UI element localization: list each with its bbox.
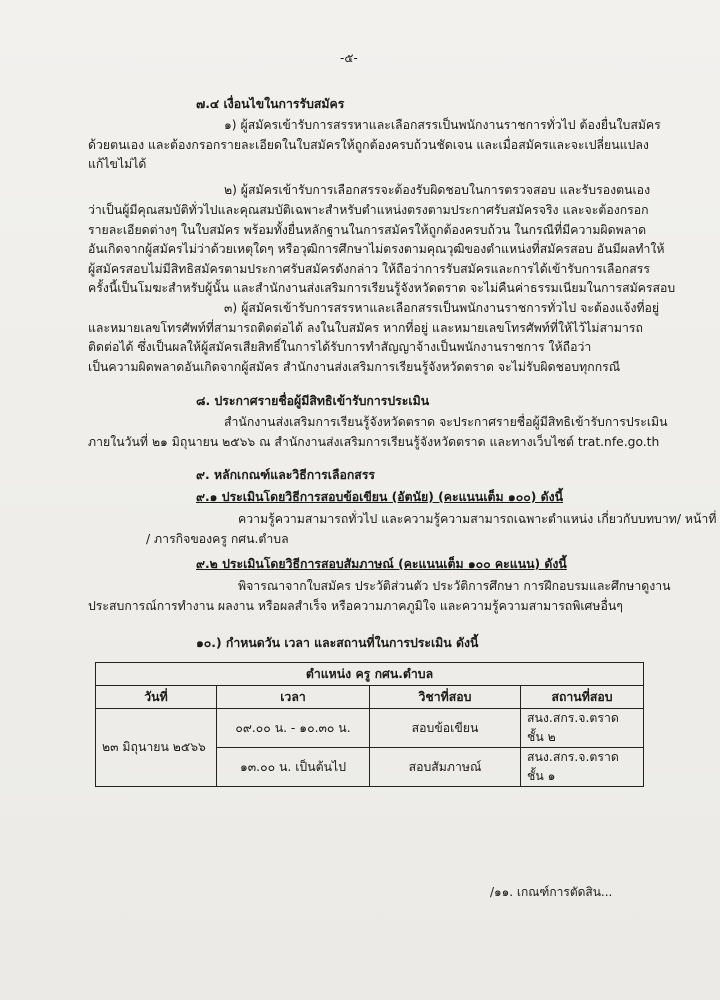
sec74-p1-line: ๑) ผู้สมัครเข้ารับการสรรหาและเลือกสรรเป็นพนักงานราชการทั่วไป ต้องยื่นใบสมัคร: [224, 118, 661, 132]
sec74-p2-line: ๒) ผู้สมัครเข้ารับการเลือกสรรจะต้องรับผิดชอบในการตรวจสอบ และรับรองตนเอง: [224, 183, 651, 197]
sec74-p3-line: เป็นความผิดพลาดอันเกิดจากผู้สมัคร สำนักงานส่งเสริมการเรียนรู้จังหวัดตราด จะไม่รับผิดชอบทุกกรณี: [88, 360, 621, 374]
sec74-p2-line: รายละเอียดต่างๆ ในใบสมัคร พร้อมทั้งยื่นหลักฐานในการสมัครให้ถูกต้องครบถ้วน ในกรณีที่มีความผิดพลาด: [88, 223, 647, 237]
table-cell-place: สนง.สกร.จ.ตราด ชั้น ๑: [521, 748, 644, 787]
table-header: วันที่: [96, 686, 217, 709]
table-cell-subject: สอบข้อเขียน: [370, 709, 521, 748]
table-cell-place: สนง.สกร.จ.ตราด ชั้น ๒: [521, 709, 644, 748]
sec74-p2-line: อันเกิดจากผู้สมัครไม่ว่าด้วยเหตุใดๆ หรือวุฒิการศึกษาไม่ตรงตามคุณวุฒิของตำแหน่งที่สมัครสอบ อันมีผลทำให้: [88, 242, 665, 256]
sec74-p3-line: ๓) ผู้สมัครเข้ารับการสรรหาและเลือกสรรเป็นพนักงานราชการทั่วไป จะต้องแจ้งที่อยู่: [224, 301, 660, 315]
page-number: -๕-: [340, 51, 358, 65]
sec74-p2-line: ผู้สมัครสอบไม่มีสิทธิสมัครตามประกาศรับสมัครดังกล่าว ให้ถือว่าการรับสมัครและการได้เข้ารับการเลือกสรร: [88, 262, 650, 276]
table-cell-time: ๑๓.๐๐ น. เป็นต้นไป: [217, 748, 370, 787]
sec10-heading: ๑๐.) กำหนดวัน เวลา และสถานที่ในการประเมิน ดังนี้: [196, 636, 479, 650]
sec74-heading: ๗.๔ เงื่อนไขในการรับสมัคร: [196, 97, 345, 111]
sec9-heading: ๙. หลักเกณฑ์และวิธีการเลือกสรร: [196, 468, 376, 482]
sec92-heading: ๙.๒ ประเมินโดยวิธีการสอบสัมภาษณ์ (คะแนนเต็ม ๑๐๐ คะแนน) ดังนี้: [196, 557, 567, 571]
sec74-p1-line: แก้ไขไม่ได้: [88, 157, 147, 171]
sec92-line: พิจารณาจากใบสมัคร ประวัติส่วนตัว ประวัติการศึกษา การฝึกอบรมและศึกษาดูงาน: [238, 579, 671, 593]
sec92-line: ประสบการณ์การทำงาน ผลงาน หรือผลสำเร็จ หรือความภาคภูมิใจ และความรู้ความสามารถพิเศษอื่นๆ: [88, 599, 623, 613]
sec74-p2-line: ครั้งนี้เป็นโมฆะสำหรับผู้นั้น และสำนักงานส่งเสริมการเรียนรู้จังหวัดตราด จะไม่คืนค่าธรรมเนียมในการสมัครสอบ: [88, 281, 676, 295]
sec8-heading: ๘. ประกาศรายชื่อผู้มีสิทธิเข้ารับการประเมิน: [196, 394, 430, 408]
table-header: สถานที่สอบ: [521, 686, 644, 709]
sec91-line: / ภารกิจของครู กศน.ตำบล: [146, 532, 289, 546]
sec91-line: ความรู้ความสามารถทั่วไป และความรู้ความสามารถเฉพาะตำแหน่ง เกี่ยวกับบทบาท/ หน้าที่: [238, 512, 717, 526]
table-cell-date: ๒๓ มิถุนายน ๒๕๖๖: [96, 709, 217, 787]
sec74-p2-line: ว่าเป็นผู้มีคุณสมบัติทั่วไปและคุณสมบัติเฉพาะสำหรับตำแหน่งตรงตามประกาศรับสมัครจริง และจะต้องกรอก: [88, 203, 649, 217]
sec74-p1-line: ด้วยตนเอง และต้องกรอกรายละเอียดในใบสมัครให้ถูกต้องครบถ้วนชัดเจน และเมื่อสมัครและจะเปลี่ยนแปลง: [88, 138, 649, 152]
sec74-p3-line: ติดต่อได้ ซึ่งเป็นผลให้ผู้สมัครเสียสิทธิ์ในการได้รับการทำสัญญาจ้างเป็นพนักงานราชการ ให้ถือว่า: [88, 340, 592, 354]
sec8-line: สำนักงานส่งเสริมการเรียนรู้จังหวัดตราด จะประกาศรายชื่อผู้มีสิทธิเข้ารับการประเมิน: [224, 415, 668, 429]
footer-continuation: /๑๑. เกณฑ์การตัดสิน...: [490, 885, 613, 899]
table-title: ตำแหน่ง ครู กศน.ตำบล: [96, 663, 644, 686]
table-cell-time: ๐๙.๐๐ น. - ๑๐.๓๐ น.: [217, 709, 370, 748]
sec91-heading: ๙.๑ ประเมินโดยวิธีการสอบข้อเขียน (อัตนัย) (คะแนนเต็ม ๑๐๐) ดังนี้: [196, 490, 564, 504]
table-header: วิชาที่สอบ: [370, 686, 521, 709]
table-header: เวลา: [217, 686, 370, 709]
schedule-table: [95, 662, 644, 787]
table-cell-subject: สอบสัมภาษณ์: [370, 748, 521, 787]
table-row: [96, 709, 644, 748]
sec8-line: ภายในวันที่ ๒๑ มิถุนายน ๒๕๖๖ ณ สำนักงานส่งเสริมการเรียนรู้จังหวัดตราด และทางเว็บไซต์ trat.nfe.go.th: [88, 435, 660, 449]
sec74-p3-line: และหมายเลขโทรศัพท์ที่สามารถติดต่อได้ ลงในใบสมัคร หากที่อยู่ และหมายเลขโทรศัพท์ที่ให้ไว้ไม่สามารถ: [88, 321, 643, 335]
